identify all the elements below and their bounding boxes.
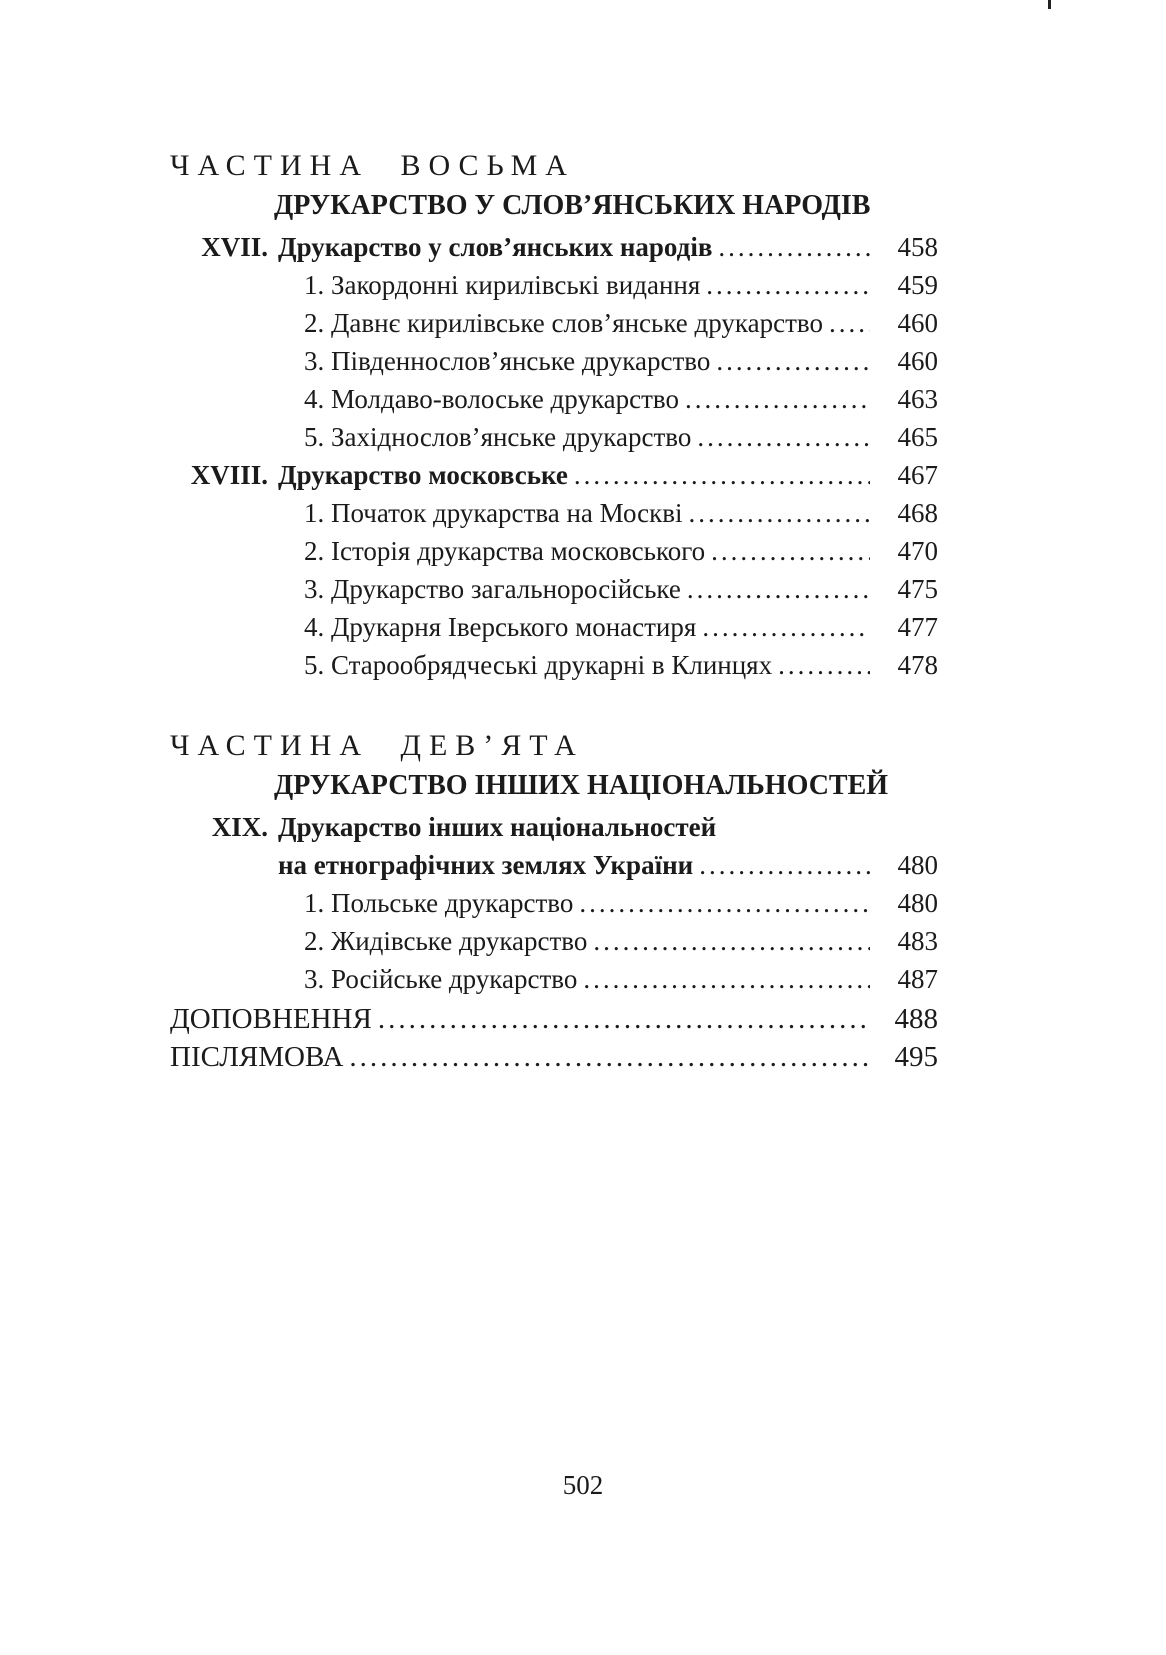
part-eight-title: ЧАСТИНА ВОСЬМА bbox=[170, 149, 575, 182]
toc-page-number: 463 bbox=[897, 384, 938, 414]
toc-section-part-eight bbox=[170, 146, 938, 684]
toc-entry-label: 4. Друкарня Іверського монастиря bbox=[304, 612, 697, 642]
toc-entry-label: Друкарство у слов’янських народів bbox=[278, 232, 713, 262]
dot-leader bbox=[378, 1000, 870, 1038]
toc-entry-label: 1. Закордонні кирилівські видання bbox=[304, 270, 701, 300]
toc-page-number: 480 bbox=[897, 888, 938, 918]
toc-row bbox=[170, 456, 938, 494]
toc-entry-label: 1. Польське друкарство bbox=[304, 888, 574, 918]
toc-row bbox=[170, 228, 938, 266]
toc-row bbox=[170, 304, 938, 342]
toc-page-number: 478 bbox=[897, 650, 938, 680]
toc-row bbox=[170, 494, 938, 532]
toc-row bbox=[170, 266, 938, 304]
toc-entry-label: 3. Південнослов’янське друкарство bbox=[304, 346, 711, 376]
toc-page-number: 467 bbox=[897, 460, 938, 490]
dot-leader bbox=[778, 646, 870, 684]
toc-section-part-nine bbox=[170, 726, 938, 998]
toc-entry-label: ПІСЛЯМОВА bbox=[170, 1041, 344, 1073]
toc-row bbox=[170, 808, 938, 846]
toc-row bbox=[170, 922, 938, 960]
toc-rows-part-nine bbox=[170, 808, 938, 998]
table-of-contents bbox=[170, 146, 938, 1076]
toc-entry-label: 5. Західнослов’янське друкарство bbox=[304, 422, 692, 452]
dot-leader bbox=[697, 418, 870, 456]
toc-roman-numeral: XIX. bbox=[211, 812, 268, 842]
toc-roman-numeral: XVII. bbox=[201, 232, 268, 262]
toc-row bbox=[170, 646, 938, 684]
toc-page-number: 480 bbox=[897, 850, 938, 880]
toc-row bbox=[170, 608, 938, 646]
toc-page-number: 470 bbox=[897, 536, 938, 566]
toc-row bbox=[170, 960, 938, 998]
dot-leader bbox=[702, 608, 870, 646]
dot-leader bbox=[349, 1038, 870, 1076]
toc-row bbox=[170, 884, 938, 922]
toc-entry-label: 2. Жидівське друкарство bbox=[304, 926, 588, 956]
dot-leader bbox=[711, 532, 870, 570]
part-nine-title: ЧАСТИНА ДЕВ’ЯТА bbox=[170, 729, 584, 762]
toc-entry-label: 2. Давнє кирилівське слов’янське друкарство bbox=[304, 308, 823, 338]
toc-page-number: 483 bbox=[897, 926, 938, 956]
toc-entry-label: 1. Початок друкарства на Москві bbox=[304, 498, 683, 528]
dot-leader bbox=[593, 922, 870, 960]
toc-entry-label: ДОПОВНЕННЯ bbox=[170, 1003, 372, 1035]
toc-entry-label: 3. Друкарство загальноросійське bbox=[304, 574, 681, 604]
trailer-rows bbox=[170, 1000, 938, 1076]
toc-row bbox=[170, 532, 938, 570]
toc-page-number: 477 bbox=[897, 612, 938, 642]
toc-page-number: 459 bbox=[897, 270, 938, 300]
toc-entry-label: Друкарство інших національностей bbox=[278, 812, 717, 842]
toc-page-number: 460 bbox=[897, 346, 938, 376]
toc-row bbox=[170, 418, 938, 456]
toc-entry-label: 4. Молдаво-волоське друкарство bbox=[304, 384, 679, 414]
toc-entry-label: 2. Історія друкарства московського bbox=[304, 536, 706, 566]
dot-leader bbox=[699, 846, 870, 884]
toc-row bbox=[170, 380, 938, 418]
toc-page-number: 495 bbox=[894, 1041, 938, 1073]
toc-page-number: 465 bbox=[897, 422, 938, 452]
toc-row bbox=[170, 570, 938, 608]
toc-entry-label: Друкарство московське bbox=[278, 460, 568, 490]
dot-leader bbox=[716, 342, 870, 380]
toc-entry-label: 3. Російське друкарство bbox=[304, 964, 578, 994]
dot-leader bbox=[685, 380, 870, 418]
toc-entry-label: на етнографічних землях України bbox=[278, 850, 694, 880]
toc-row bbox=[170, 846, 938, 884]
toc-rows-part-eight bbox=[170, 228, 938, 684]
dot-leader bbox=[583, 960, 870, 998]
dot-leader bbox=[706, 266, 870, 304]
part-nine-subtitle: ДРУКАРСТВО ІНШИХ НАЦІОНАЛЬНОСТЕЙ bbox=[274, 770, 889, 801]
toc-roman-numeral: XVIII. bbox=[190, 460, 268, 490]
toc-entry-label: 5. Старообрядчеські друкарні в Клинцях bbox=[304, 650, 773, 680]
dot-leader bbox=[718, 228, 870, 266]
dot-leader bbox=[689, 494, 870, 532]
toc-page-number: 458 bbox=[897, 232, 938, 262]
toc-row bbox=[170, 1038, 938, 1076]
scan-artifact bbox=[1048, 0, 1051, 9]
toc-row bbox=[170, 342, 938, 380]
toc-page-number: 468 bbox=[897, 498, 938, 528]
toc-page-number: 475 bbox=[897, 574, 938, 604]
toc-page-number: 488 bbox=[894, 1003, 938, 1035]
dot-leader bbox=[687, 570, 870, 608]
toc-page-number: 460 bbox=[897, 308, 938, 338]
toc-row bbox=[170, 1000, 938, 1038]
dot-leader bbox=[579, 884, 870, 922]
dot-leader bbox=[574, 456, 870, 494]
page-number: 502 bbox=[562, 1470, 604, 1500]
dot-leader bbox=[829, 304, 870, 342]
toc-page-number: 487 bbox=[897, 964, 938, 994]
part-eight-subtitle: ДРУКАРСТВО У СЛОВ’ЯНСЬКИХ НАРОДІВ bbox=[274, 190, 871, 221]
